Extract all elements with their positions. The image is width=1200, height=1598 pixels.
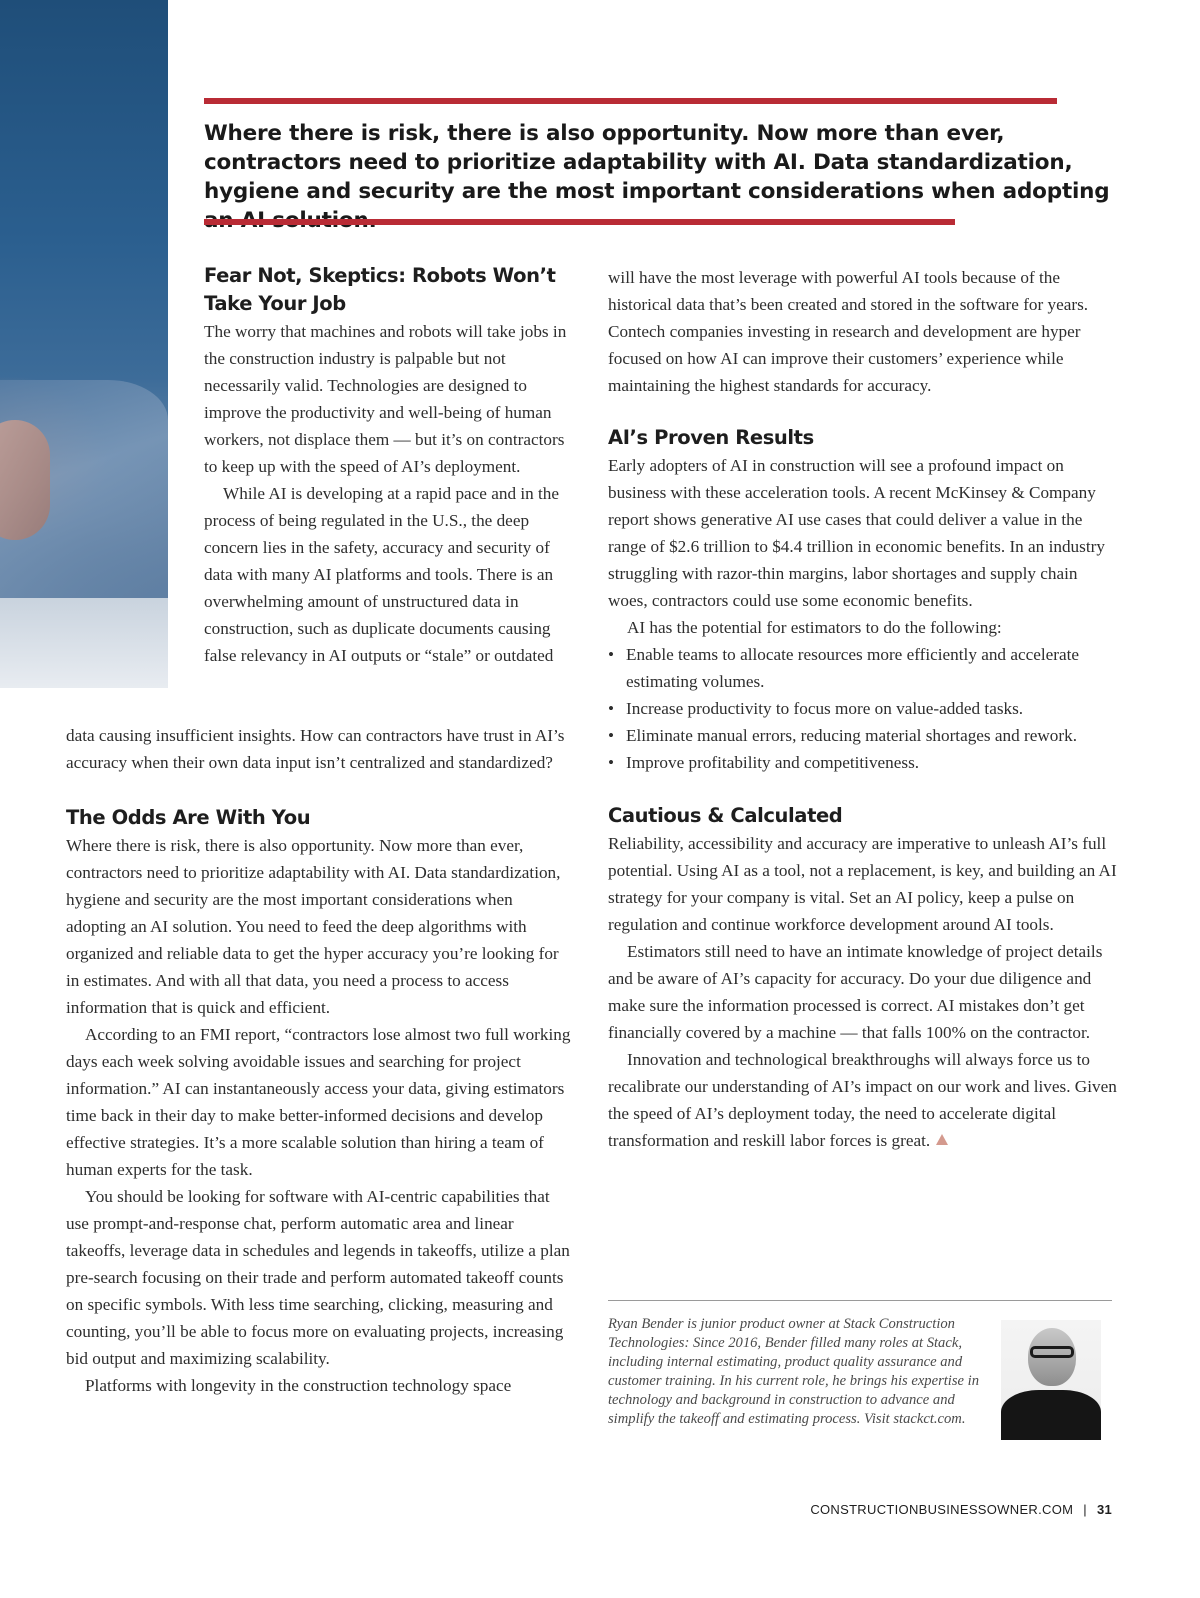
paragraph: will have the most leverage with powerful AI tools because of the historical data that’s been created and stored in the software for years. Contech companies investing in research and development are hyper focused on how AI can improve their customers’ experience while maintaining the highest standards for accuracy. xyxy=(608,268,1089,395)
paragraph: Reliability, accessibility and accuracy are imperative to unleash AI’s full potential. Using AI as a tool, not a replacement, is key, and building an AI strategy for your company is vital. Set an AI policy, keep a pulse on regulation and continue workforce development around AI tools. xyxy=(608,834,1117,934)
right-column xyxy=(608,264,1118,1154)
footer-separator: | xyxy=(1083,1502,1087,1517)
paragraph-text: Innovation and technological breakthroughs will always force us to recalibrate our understanding of AI’s impact on our work and lives. Given the speed of AI’s deployment today, the need to accelerate digital transformation and reskill labor forces is great. xyxy=(608,1050,1117,1150)
paragraph: According to an FMI report, “contractors lose almost two full working days each week solving avoidable issues and searching for project information.” AI can instantaneously access your data, giving estimators time back in their day to make better-informed decisions and develop effective strategies. It’s a more scalable solution than hiring a team of human experts for the task. xyxy=(66,1025,571,1179)
section-heading: Fear Not, Skeptics: Robots Won’t Take Your Job xyxy=(204,264,556,315)
paragraph xyxy=(608,1046,1118,1154)
paragraph: Platforms with longevity in the construction technology space xyxy=(85,1376,512,1395)
headshot-glasses xyxy=(1030,1346,1074,1358)
left-column-top xyxy=(204,262,569,669)
list-item: • Improve profitability and competitiveness. xyxy=(608,749,1118,776)
pullquote-rule-bottom xyxy=(204,219,955,225)
bullet-list xyxy=(608,641,1118,776)
author-headshot xyxy=(1001,1320,1101,1440)
article-photo xyxy=(0,0,168,688)
list-item: • Eliminate manual errors, reducing material shortages and rework. xyxy=(608,722,1118,749)
paragraph: data causing insufficient insights. How can contractors have trust in AI’s accuracy when their own data input isn’t centralized and standardized? xyxy=(66,726,565,772)
section-heading: AI’s Proven Results xyxy=(608,426,814,449)
photo-hand xyxy=(0,420,50,540)
paragraph: You should be looking for software with AI-centric capabilities that use prompt-and-response chat, perform automatic area and linear takeoffs, leverage data in schedules and legends in takeoffs, utilize a plan pre-search focusing on their trade and perform automated takeoff counts on specific symbols. With less time searching, clicking, measuring and counting, you’ll be able to focus more on evaluating projects, increasing bid output and maximizing scalability. xyxy=(66,1187,570,1368)
photo-desk xyxy=(0,598,168,688)
author-bio: Ryan Bender is junior product owner at Stack Construction Technologies: Since 2016, Bender filled many roles at Stack, including internal estimating, product quality assurance and customer training. In his current role, he brings his expertise in technology and background in construction to advance and simplify the takeoff and estimating process. Visit stackct.com. xyxy=(608,1316,980,1427)
headshot-shirt xyxy=(1001,1390,1101,1440)
section-heading: Cautious & Calculated xyxy=(608,804,843,827)
end-mark-icon xyxy=(936,1134,948,1145)
pullquote-rule-top xyxy=(204,98,1057,104)
paragraph: Where there is risk, there is also opportunity. Now more than ever, contractors need to prioritize adaptability with AI. Data standardization, hygiene and security are the most important considerations when adopting an AI solution. You need to feed the deep algorithms with organized and reliable data to get the hyper accuracy you’re looking for in estimates. And with all that data, you need a process to access information that is quick and efficient. xyxy=(66,836,561,1017)
paragraph: Early adopters of AI in construction will see a profound impact on business with these acceleration tools. A recent McKinsey & Company report shows generative AI use cases that could deliver a value in the range of $2.6 trillion to $4.4 trillion in economic benefits. In an industry struggling with razor-thin margins, labor shortages and supply chain woes, contractors could use some economic benefits. xyxy=(608,456,1105,610)
left-column-bottom xyxy=(66,722,576,1399)
list-item: • Increase productivity to focus more on value-added tasks. xyxy=(608,695,1118,722)
paragraph: The worry that machines and robots will take jobs in the construction industry is palpable but not necessarily valid. Technologies are designed to improve the productivity and well-being of human workers, not displace them — but it’s on contractors to keep up with the speed of AI’s deployment. xyxy=(204,322,567,476)
list-item: • Enable teams to allocate resources more efficiently and accelerate estimating volumes. xyxy=(608,641,1118,695)
page-number: 31 xyxy=(1096,1502,1112,1517)
section-heading: The Odds Are With You xyxy=(66,806,311,829)
paragraph: Estimators still need to have an intimate knowledge of project details and be aware of AI’s capacity for accuracy. Do your due diligence and make sure the information processed is correct. AI mistakes don’t get financially covered by a machine — that falls 100% on the contractor. xyxy=(608,942,1103,1042)
page-footer xyxy=(810,1502,1112,1517)
bio-divider xyxy=(608,1300,1112,1301)
pullquote: Where there is risk, there is also opportunity. Now more than ever, contractors need to prioritize adaptability with AI. Data standardization, hygiene and security are the most important considerations when adopting xyxy=(204,121,1110,204)
paragraph: While AI is developing at a rapid pace and in the process of being regulated in the U.S., the deep concern lies in the safety, accuracy and security of data with many AI platforms and tools. There is an overwhelming amount of unstructured data in construction, such as duplicate documents causing false relevancy in AI outputs or “stale” or outdated xyxy=(204,484,559,665)
footer-site: CONSTRUCTIONBUSINESSOWNER.COM xyxy=(810,1502,1074,1517)
paragraph: AI has the potential for estimators to do the following: xyxy=(627,618,1002,637)
